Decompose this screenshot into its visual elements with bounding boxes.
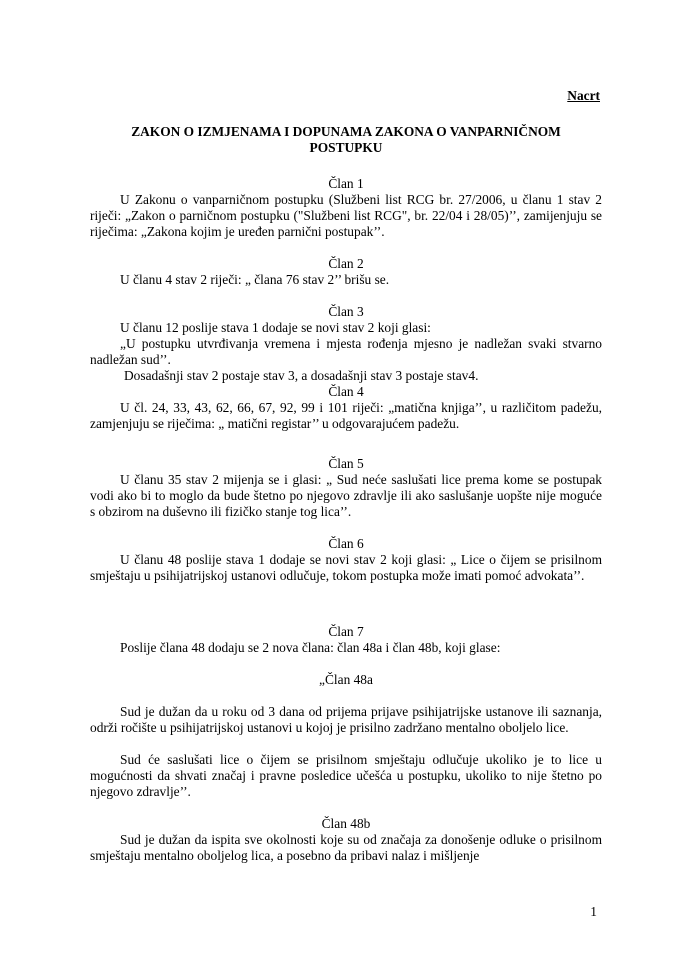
- title-line-1: ZAKON O IZMJENAMA I DOPUNAMA ZAKONA O VANPARNIČNOM: [131, 124, 561, 139]
- article-48a-text-1: Sud je dužan da u roku od 3 dana od prijema prijave psihijatrijske ustanove ili saznanja, održi ročište u psihijatrijskoj ustanovi u kojoj je prisilno zadržano mentalno oboljelo lice.: [90, 704, 602, 735]
- article-3-text-3: Dosadašnji stav 2 postaje stav 3, a dosadašnji stav 3 postaje stav4.: [124, 368, 479, 383]
- document-title: [60, 124, 632, 156]
- article-7-text: Poslije člana 48 dodaju se 2 nova člana: član 48a i član 48b, koji glase:: [120, 640, 501, 655]
- article-7-heading: Član 7: [328, 624, 364, 639]
- article-6-heading: Član 6: [328, 536, 364, 551]
- title-line-2: POSTUPKU: [309, 140, 383, 155]
- article-3-text-1: U članu 12 poslije stava 1 dodaje se novi stav 2 koji glasi:: [120, 320, 431, 335]
- page-number: 1: [590, 904, 597, 919]
- article-48b-heading: Član 48b: [321, 816, 371, 831]
- article-48a-text-2: Sud će saslušati lice o čijem se prisilnom smještaju odlučuje ukoliko je to lice u mogućnosti da shvati značaj i pravne posledice učešća u postupku, ukoliko to nije štetno po njegovo zdravlje’’.: [90, 752, 602, 799]
- article-1-text: U Zakonu o vanparničnom postupku (Službeni list RCG br. 27/2006, u članu 1 stav 2 riječi: „Zakon o parničnom postupku ("Službeni list RCG", br. 22/04 i 28/05)’’, zamijenjuju se riječima: „Zakona kojim je uređen parnični postupak’’.: [90, 192, 602, 239]
- article-48a-heading: „Član 48a: [319, 672, 373, 687]
- article-3-heading: Član 3: [328, 304, 364, 319]
- article-2-heading: Član 2: [328, 256, 364, 271]
- article-4-text: U čl. 24, 33, 43, 62, 66, 67, 92, 99 i 101 riječi: „matična knjiga’’, u različitom padežu, zamjenjuju se riječima: „ matični registar’’ u odgovarajućem padežu.: [90, 400, 602, 431]
- article-5-text: U članu 35 stav 2 mijenja se i glasi: „ Sud neće saslušati lice prema kome se postupak vodi ako bi to moglo da bude štetno po njegovo zdravlje ili ako saslušanje uopšte nije moguće s obzirom na duševno ili fizičko stanje tog lica’’.: [90, 472, 602, 519]
- article-4-heading: Član 4: [328, 384, 364, 399]
- article-5-heading: Član 5: [328, 456, 364, 471]
- draft-label: Nacrt: [567, 88, 600, 103]
- article-6-text: U članu 48 poslije stava 1 dodaje se novi stav 2 koji glasi: „ Lice o čijem se prisilnom smještaju u psihijatrijskoj ustanovi odlučuje, tokom postupka može imati pomoć advokata’’.: [90, 552, 602, 583]
- article-2-text: U članu 4 stav 2 riječi: „ člana 76 stav 2’’ brišu se.: [120, 272, 390, 287]
- article-1-heading: Član 1: [328, 176, 364, 191]
- article-3-text-2: „U postupku utvrđivanja vremena i mjesta rođenja mjesno je nadležan svaki stvarno nadležan sud’’.: [90, 336, 602, 367]
- article-48b-text: Sud je dužan da ispita sve okolnosti koje su od značaja za donošenje odluke o prisilnom smještaju mentalno oboljelog lica, a posebno da pribavi nalaz i mišljenje: [90, 832, 602, 863]
